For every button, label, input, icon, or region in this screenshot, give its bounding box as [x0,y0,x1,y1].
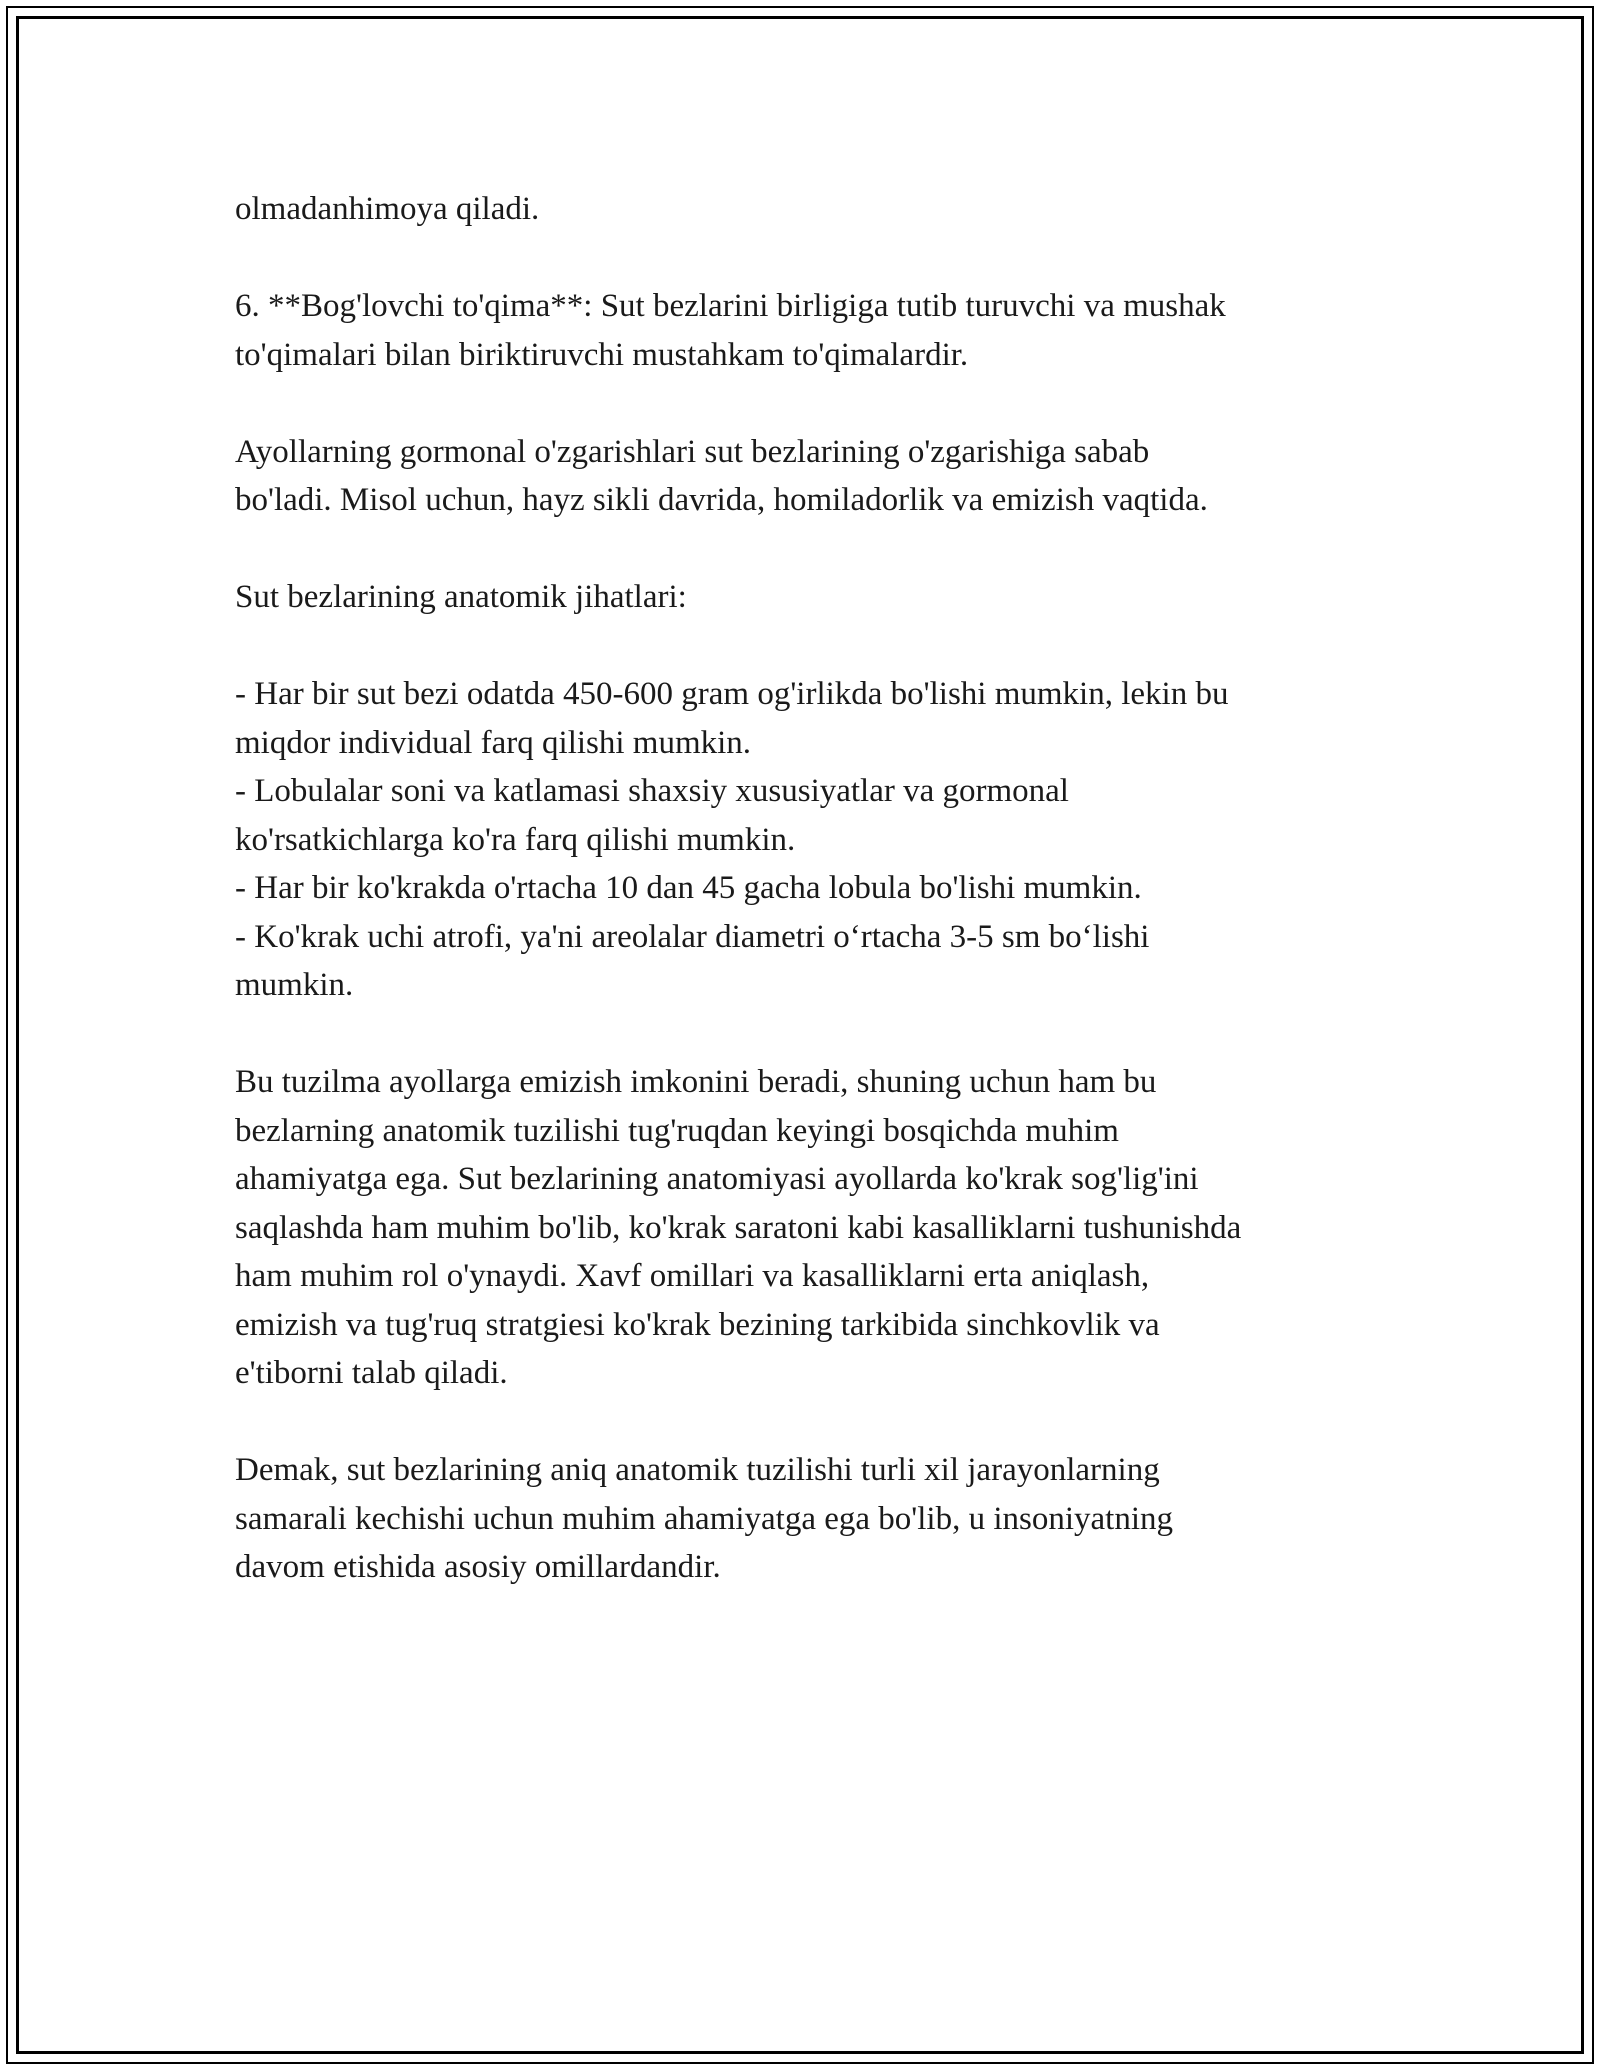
paragraph-hormonal-changes [235,428,1375,525]
list-item-line: - Ko'krak uchi atrofi, ya'ni areolalar diametri o‘rtacha 3-5 sm bo‘lishi [235,918,1150,955]
list-item-line: mumkin. [235,967,354,1003]
paragraph-item-6-connective-tissue [235,282,1375,379]
paragraph-fragment-continuation [235,185,1375,234]
list-item-line: ko'rsatkichlarga ko'ra farq qilishi mumkin. [235,821,796,858]
text-line: to'qimalari bilan biriktiruvchi mustahkam to'qimalardir. [235,336,969,373]
text-line: samarali kechishi uchun muhim ahamiyatga ega bo'lib, u insoniyatning [235,1500,1173,1537]
list-item-line: miqdor individual farq qilishi mumkin. [235,724,752,761]
paragraph-anatomic-aspects-heading [235,573,1375,622]
list-item-line: - Har bir sut bezi odatda 450-600 gram og'irlikda bo'lishi mumkin, lekin bu [235,676,1229,712]
text-line: Bu tuzilma ayollarga emizish imkonini beradi, shuning uchun ham bu [235,1064,1157,1100]
text-line: ham muhim rol o'ynaydi. Xavf omillari va kasalliklarni erta aniqlash, [235,1258,1150,1294]
text-line: bo'ladi. Misol uchun, hayz sikli davrida, homiladorlik va emizish vaqtida. [235,482,1208,518]
text-line: davom etishida asosiy omillardandir. [235,1549,721,1585]
paragraph-conclusion [235,1446,1375,1592]
text-line: saqlashda ham muhim bo'lib, ko'krak saratoni kabi kasalliklarni tushunishda [235,1209,1242,1246]
paragraph-breastfeeding-importance [235,1058,1375,1398]
list-item-line: - Lobulalar soni va katlamasi shaxsiy xususiyatlar va gormonal [235,773,1069,809]
text-line: ahamiyatga ega. Sut bezlarining anatomiyasi ayollarda ko'krak sog'lig'ini [235,1161,1199,1197]
text-line: emizish va tug'ruq stratgiesi ko'krak bezining tarkibida sinchkovlik va [235,1306,1160,1343]
paragraph-anatomic-aspects-list [235,670,1375,1010]
text-line: olmadanhimoya qiladi. [235,191,540,227]
text-line: 6. **Bog'lovchi to'qima**: Sut bezlarini birligiga tutib turuvchi va mushak [235,288,1226,324]
document-body [235,185,1375,1592]
text-line: Sut bezlarining anatomik jihatlari: [235,579,687,615]
list-item-line: - Har bir ko'krakda o'rtacha 10 dan 45 gacha lobula bo'lishi mumkin. [235,870,1142,906]
text-line: Demak, sut bezlarining aniq anatomik tuzilishi turli xil jarayonlarning [235,1452,1160,1488]
text-line: Ayollarning gormonal o'zgarishlari sut bezlarining o'zgarishiga sabab [235,433,1150,470]
text-line: bezlarning anatomik tuzilishi tug'ruqdan keyingi bosqichda muhim [235,1112,1119,1149]
text-line: e'tiborni talab qiladi. [235,1355,508,1391]
